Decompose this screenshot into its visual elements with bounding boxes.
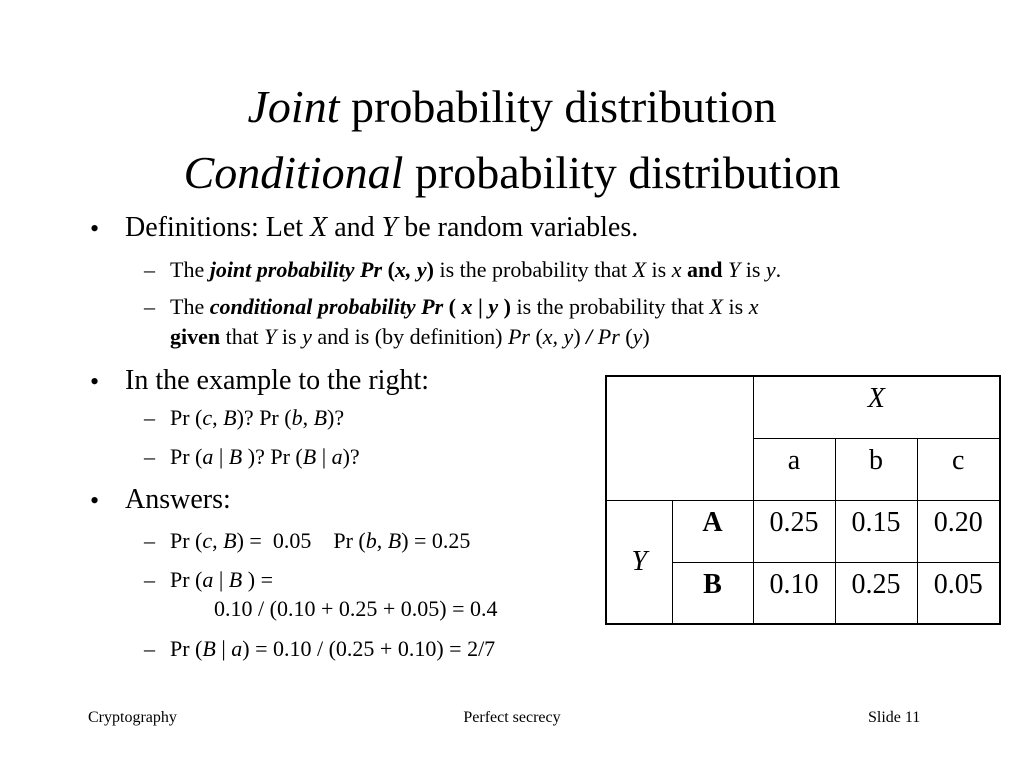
table-cell: 0.20 [917,500,1000,562]
sub-conditional-definition-line-2: given that Y is y and is (by definition) Pr (x, y) / Pr (y) [170,324,650,349]
column-header: c [917,438,1000,500]
sub-joint-definition: The joint probability Pr (x, y) is the probability that X is x and Y is y. [170,257,782,282]
footer-slide-number: Slide 11 [868,709,921,726]
table-cell: 0.05 [917,562,1000,624]
table-cell: 0.25 [835,562,917,624]
bullet-example: In the example to the right: [125,365,430,396]
bullet-marker: • [90,486,100,515]
dash-marker: – [144,294,155,319]
joint-probability-table [605,375,1001,625]
y-header: Y [606,500,672,624]
x-header: X [753,376,1000,438]
row-header: B [672,562,753,624]
column-header: b [835,438,917,500]
row-header: A [672,500,753,562]
dash-marker: – [144,567,155,592]
bullet-definitions: Definitions: Let X and Y be random variables. [125,212,639,243]
footer-center: Perfect secrecy [463,709,561,726]
bullet-answers: Answers: [125,484,231,515]
dash-marker: – [144,636,155,661]
title-line-1: Joint probability distribution [247,81,777,132]
sub-answer-2-line-1: Pr (a | B ) = [170,567,273,592]
sub-answer-1: Pr (c, B) = 0.05 Pr (b, B) = 0.25 [170,528,471,553]
dash-marker: – [144,528,155,553]
sub-answer-2-line-2: 0.10 / (0.10 + 0.25 + 0.05) = 0.4 [214,596,498,621]
slide-title [0,74,1024,206]
title-line-2: Conditional probability distribution [183,147,841,198]
sub-conditional-definition-line-1: The conditional probability Pr ( x | y ) is the probability that X is x [170,294,759,319]
bullet-marker: • [90,214,100,243]
table-cell: 0.25 [753,500,835,562]
table-cell: 0.10 [753,562,835,624]
bullet-marker: • [90,367,100,396]
dash-marker: – [144,444,155,469]
sub-question-1: Pr (c, B)? Pr (b, B)? [170,405,345,430]
column-header: a [753,438,835,500]
table-cell: 0.15 [835,500,917,562]
footer-left: Cryptography [88,709,177,726]
dash-marker: – [144,257,155,282]
dash-marker: – [144,405,155,430]
sub-question-2: Pr (a | B )? Pr (B | a)? [170,444,360,469]
sub-answer-3: Pr (B | a) = 0.10 / (0.25 + 0.10) = 2/7 [170,636,496,661]
table-corner-cell [606,376,753,500]
